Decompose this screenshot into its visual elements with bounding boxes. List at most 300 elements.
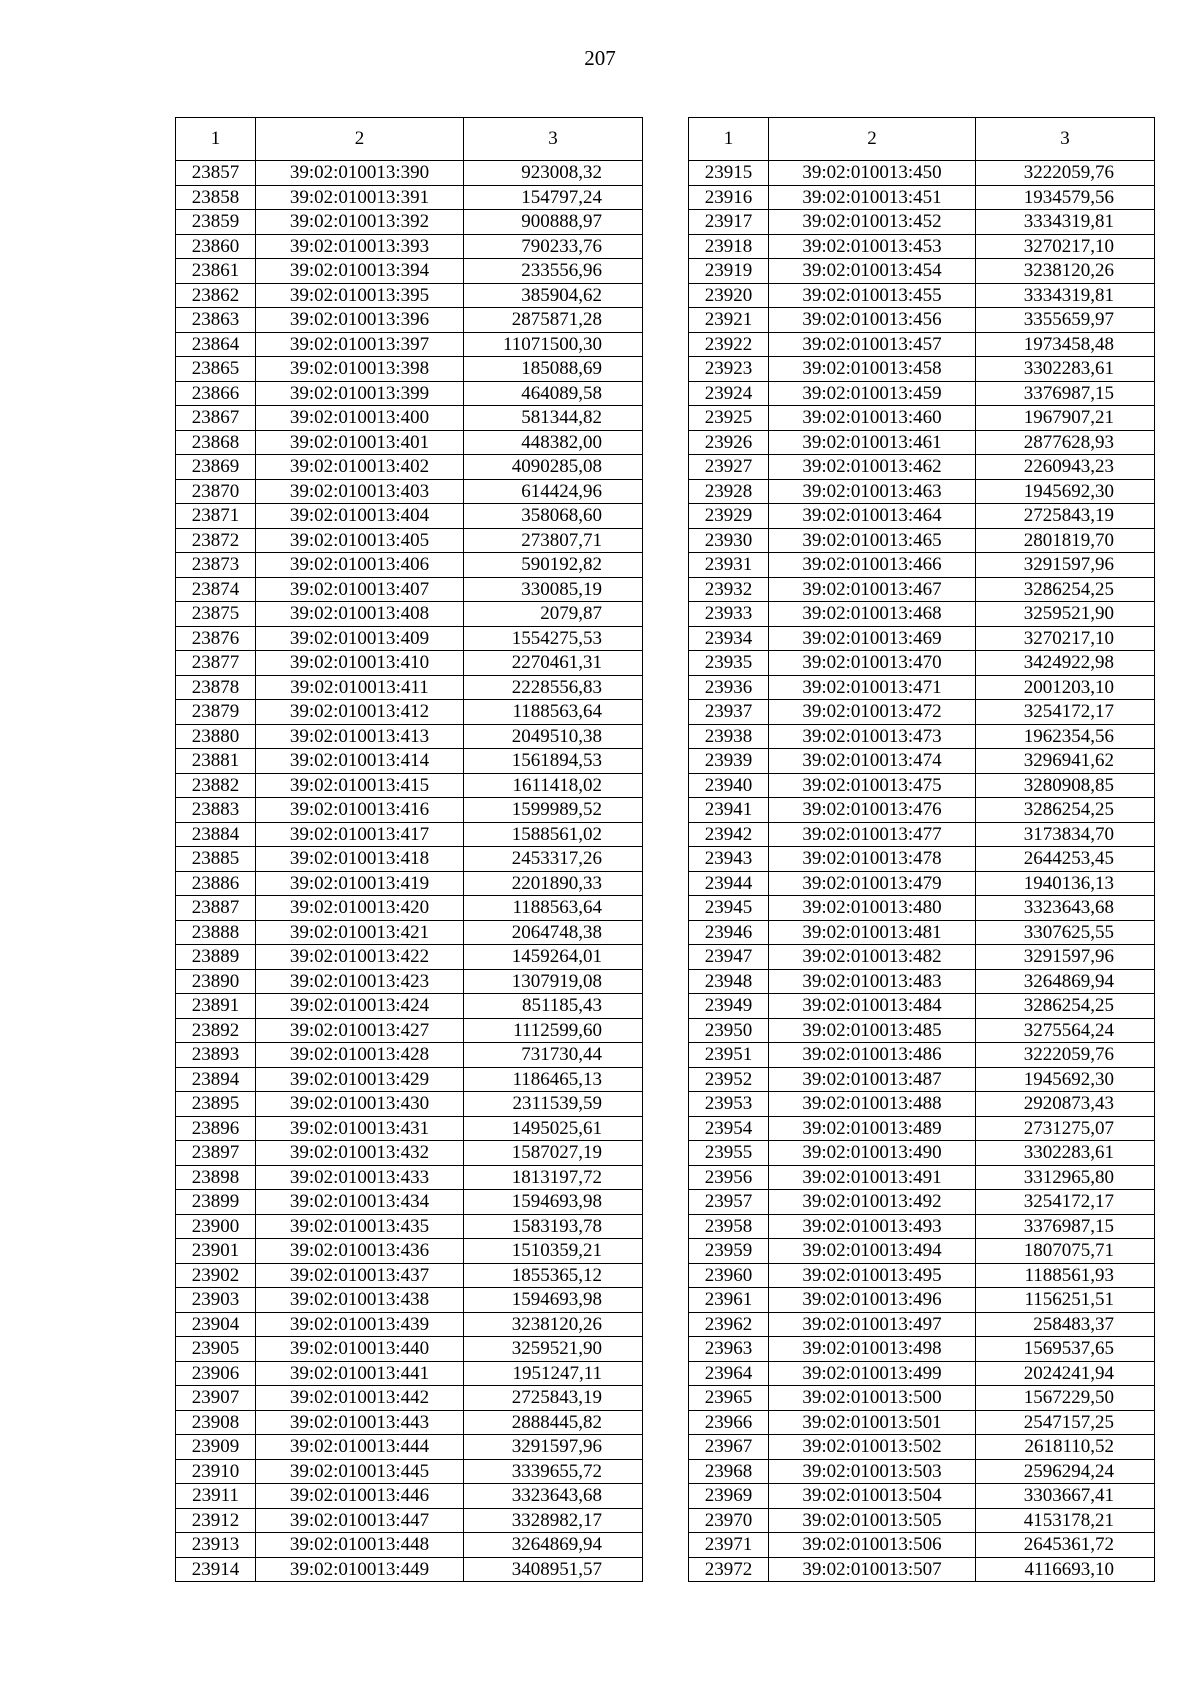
cadastral-number: 39:02:010013:491	[769, 1165, 976, 1190]
cadastral-number: 39:02:010013:475	[769, 773, 976, 798]
cadastral-number: 39:02:010013:438	[256, 1288, 464, 1313]
table-row	[689, 724, 1155, 749]
cadastral-value: 3408951,57	[464, 1557, 643, 1582]
cadastral-value: 273807,71	[464, 528, 643, 553]
table-row	[176, 504, 643, 529]
cadastral-number: 39:02:010013:461	[769, 430, 976, 455]
cadastral-number: 39:02:010013:397	[256, 332, 464, 357]
cadastral-value: 185088,69	[464, 357, 643, 382]
row-number: 23898	[176, 1165, 256, 1190]
table-row	[176, 1092, 643, 1117]
table-row	[176, 332, 643, 357]
cadastral-number: 39:02:010013:454	[769, 259, 976, 284]
row-number: 23957	[689, 1190, 769, 1215]
cadastral-number: 39:02:010013:430	[256, 1092, 464, 1117]
cadastral-value: 330085,19	[464, 577, 643, 602]
table-row	[689, 528, 1155, 553]
row-number: 23917	[689, 210, 769, 235]
table-row	[176, 994, 643, 1019]
table-row	[689, 626, 1155, 651]
cadastral-number: 39:02:010013:443	[256, 1410, 464, 1435]
table-row	[176, 308, 643, 333]
cadastral-number: 39:02:010013:406	[256, 553, 464, 578]
cadastral-value: 233556,96	[464, 259, 643, 284]
table-row	[176, 553, 643, 578]
cadastral-number: 39:02:010013:506	[769, 1533, 976, 1558]
cadastral-number: 39:02:010013:463	[769, 479, 976, 504]
cadastral-number: 39:02:010013:451	[769, 185, 976, 210]
table-row	[176, 675, 643, 700]
row-number: 23894	[176, 1067, 256, 1092]
cadastral-value: 154797,24	[464, 185, 643, 210]
cadastral-value: 2453317,26	[464, 847, 643, 872]
row-number: 23902	[176, 1263, 256, 1288]
table-row	[176, 1312, 643, 1337]
row-number: 23888	[176, 920, 256, 945]
table-row	[176, 1165, 643, 1190]
cadastral-number: 39:02:010013:447	[256, 1508, 464, 1533]
table-row	[176, 1484, 643, 1509]
cadastral-value: 590192,82	[464, 553, 643, 578]
row-number: 23936	[689, 675, 769, 700]
cadastral-value: 1307919,08	[464, 969, 643, 994]
row-number: 23919	[689, 259, 769, 284]
cadastral-number: 39:02:010013:486	[769, 1043, 976, 1068]
cadastral-value: 4153178,21	[976, 1508, 1155, 1533]
table-row	[689, 1141, 1155, 1166]
cadastral-number: 39:02:010013:400	[256, 406, 464, 431]
cadastral-number: 39:02:010013:433	[256, 1165, 464, 1190]
cadastral-number: 39:02:010013:490	[769, 1141, 976, 1166]
table-row	[176, 1214, 643, 1239]
cadastral-value: 3291597,96	[976, 945, 1155, 970]
table-row	[176, 847, 643, 872]
cadastral-value: 923008,32	[464, 161, 643, 186]
cadastral-number: 39:02:010013:495	[769, 1263, 976, 1288]
cadastral-value: 385904,62	[464, 283, 643, 308]
row-number: 23918	[689, 234, 769, 259]
row-number: 23881	[176, 749, 256, 774]
cadastral-number: 39:02:010013:472	[769, 700, 976, 725]
cadastral-value: 1945692,30	[976, 479, 1155, 504]
table-row	[176, 1459, 643, 1484]
cadastral-number: 39:02:010013:504	[769, 1484, 976, 1509]
row-number: 23875	[176, 602, 256, 627]
cadastral-number: 39:02:010013:417	[256, 822, 464, 847]
table-body-left	[176, 161, 643, 1582]
cadastral-number: 39:02:010013:494	[769, 1239, 976, 1264]
cadastral-number: 39:02:010013:421	[256, 920, 464, 945]
table-row	[176, 1288, 643, 1313]
row-number: 23958	[689, 1214, 769, 1239]
row-number: 23961	[689, 1288, 769, 1313]
cadastral-value: 3286254,25	[976, 994, 1155, 1019]
cadastral-number: 39:02:010013:405	[256, 528, 464, 553]
table-row	[689, 1508, 1155, 1533]
cadastral-number: 39:02:010013:482	[769, 945, 976, 970]
cadastral-value: 2228556,83	[464, 675, 643, 700]
table-row	[689, 210, 1155, 235]
table-row	[689, 1239, 1155, 1264]
table-row	[176, 381, 643, 406]
cadastral-value: 2725843,19	[464, 1386, 643, 1411]
cadastral-value: 3270217,10	[976, 626, 1155, 651]
cadastral-value: 3323643,68	[976, 896, 1155, 921]
cadastral-number: 39:02:010013:468	[769, 602, 976, 627]
row-number: 23889	[176, 945, 256, 970]
cadastral-value: 1156251,51	[976, 1288, 1155, 1313]
cadastral-value: 2731275,07	[976, 1116, 1155, 1141]
cadastral-value: 3222059,76	[976, 161, 1155, 186]
column-header-value: 3	[976, 118, 1155, 161]
table-row	[689, 234, 1155, 259]
cadastral-value: 3334319,81	[976, 283, 1155, 308]
cadastral-value: 3291597,96	[464, 1435, 643, 1460]
table-row	[176, 945, 643, 970]
row-number: 23897	[176, 1141, 256, 1166]
table-row	[689, 896, 1155, 921]
table-row	[689, 259, 1155, 284]
table-row	[176, 920, 643, 945]
cadastral-value: 3286254,25	[976, 577, 1155, 602]
cadastral-value: 3323643,68	[464, 1484, 643, 1509]
cadastral-number: 39:02:010013:439	[256, 1312, 464, 1337]
cadastral-number: 39:02:010013:496	[769, 1288, 976, 1313]
table-row	[689, 1459, 1155, 1484]
cadastral-value: 1594693,98	[464, 1288, 643, 1313]
cadastral-number: 39:02:010013:471	[769, 675, 976, 700]
row-number: 23928	[689, 479, 769, 504]
row-number: 23955	[689, 1141, 769, 1166]
cadastral-value: 1188561,93	[976, 1263, 1155, 1288]
cadastral-number: 39:02:010013:418	[256, 847, 464, 872]
row-number: 23944	[689, 871, 769, 896]
table-row	[176, 1263, 643, 1288]
table-row	[689, 1067, 1155, 1092]
table-row	[176, 1410, 643, 1435]
table-row	[176, 1337, 643, 1362]
table-row	[689, 1337, 1155, 1362]
table-row	[176, 724, 643, 749]
cadastral-number: 39:02:010013:479	[769, 871, 976, 896]
table-row	[176, 798, 643, 823]
row-number: 23971	[689, 1533, 769, 1558]
cadastral-value: 4090285,08	[464, 455, 643, 480]
cadastral-value: 1569537,65	[976, 1337, 1155, 1362]
table-row	[176, 1141, 643, 1166]
cadastral-value: 1587027,19	[464, 1141, 643, 1166]
cadastral-number: 39:02:010013:427	[256, 1018, 464, 1043]
cadastral-number: 39:02:010013:458	[769, 357, 976, 382]
cadastral-value: 1186465,13	[464, 1067, 643, 1092]
cadastral-number: 39:02:010013:492	[769, 1190, 976, 1215]
table-row	[689, 1557, 1155, 1582]
cadastral-number: 39:02:010013:453	[769, 234, 976, 259]
cadastral-value: 11071500,30	[464, 332, 643, 357]
row-number: 23871	[176, 504, 256, 529]
table-header-row	[176, 118, 643, 161]
row-number: 23906	[176, 1361, 256, 1386]
table-row	[689, 994, 1155, 1019]
cadastral-value: 1599989,52	[464, 798, 643, 823]
cadastral-number: 39:02:010013:429	[256, 1067, 464, 1092]
column-header-number: 1	[689, 118, 769, 161]
cadastral-value: 1583193,78	[464, 1214, 643, 1239]
cadastral-number: 39:02:010013:483	[769, 969, 976, 994]
table-row	[689, 1288, 1155, 1313]
cadastral-number: 39:02:010013:474	[769, 749, 976, 774]
table-row	[176, 651, 643, 676]
cadastral-number: 39:02:010013:445	[256, 1459, 464, 1484]
row-number: 23940	[689, 773, 769, 798]
cadastral-value: 1945692,30	[976, 1067, 1155, 1092]
cadastral-number: 39:02:010013:431	[256, 1116, 464, 1141]
cadastral-value: 3280908,85	[976, 773, 1155, 798]
cadastral-number: 39:02:010013:409	[256, 626, 464, 651]
cadastral-number: 39:02:010013:462	[769, 455, 976, 480]
cadastral-number: 39:02:010013:473	[769, 724, 976, 749]
row-number: 23864	[176, 332, 256, 357]
row-number: 23947	[689, 945, 769, 970]
table-row	[176, 1067, 643, 1092]
table-row	[689, 577, 1155, 602]
cadastral-number: 39:02:010013:452	[769, 210, 976, 235]
row-number: 23892	[176, 1018, 256, 1043]
cadastral-value: 1188563,64	[464, 896, 643, 921]
cadastral-value: 3307625,55	[976, 920, 1155, 945]
cadastral-value: 2875871,28	[464, 308, 643, 333]
table-row	[176, 406, 643, 431]
row-number: 23901	[176, 1239, 256, 1264]
row-number: 23965	[689, 1386, 769, 1411]
table-row	[689, 847, 1155, 872]
row-number: 23899	[176, 1190, 256, 1215]
row-number: 23896	[176, 1116, 256, 1141]
table-row	[176, 185, 643, 210]
cadastral-table-right	[688, 117, 1155, 1582]
cadastral-number: 39:02:010013:414	[256, 749, 464, 774]
row-number: 23904	[176, 1312, 256, 1337]
cadastral-value: 2888445,82	[464, 1410, 643, 1435]
row-number: 23972	[689, 1557, 769, 1582]
row-number: 23869	[176, 455, 256, 480]
cadastral-number: 39:02:010013:464	[769, 504, 976, 529]
row-number: 23863	[176, 308, 256, 333]
cadastral-number: 39:02:010013:399	[256, 381, 464, 406]
cadastral-number: 39:02:010013:408	[256, 602, 464, 627]
table-row	[689, 602, 1155, 627]
row-number: 23933	[689, 602, 769, 627]
row-number: 23938	[689, 724, 769, 749]
table-body-right	[689, 161, 1155, 1582]
cadastral-value: 1813197,72	[464, 1165, 643, 1190]
row-number: 23924	[689, 381, 769, 406]
cadastral-value: 3355659,97	[976, 308, 1155, 333]
table-row	[176, 1508, 643, 1533]
cadastral-number: 39:02:010013:493	[769, 1214, 976, 1239]
row-number: 23943	[689, 847, 769, 872]
cadastral-value: 1561894,53	[464, 749, 643, 774]
cadastral-value: 2618110,52	[976, 1435, 1155, 1460]
cadastral-value: 3259521,90	[976, 602, 1155, 627]
cadastral-value: 731730,44	[464, 1043, 643, 1068]
cadastral-value: 3424922,98	[976, 651, 1155, 676]
cadastral-number: 39:02:010013:390	[256, 161, 464, 186]
cadastral-number: 39:02:010013:435	[256, 1214, 464, 1239]
table-row	[176, 773, 643, 798]
cadastral-number: 39:02:010013:413	[256, 724, 464, 749]
cadastral-value: 614424,96	[464, 479, 643, 504]
table-row	[176, 749, 643, 774]
cadastral-value: 1951247,11	[464, 1361, 643, 1386]
row-number: 23882	[176, 773, 256, 798]
cadastral-value: 3312965,80	[976, 1165, 1155, 1190]
cadastral-number: 39:02:010013:415	[256, 773, 464, 798]
cadastral-number: 39:02:010013:428	[256, 1043, 464, 1068]
cadastral-value: 1934579,56	[976, 185, 1155, 210]
cadastral-value: 2201890,33	[464, 871, 643, 896]
cadastral-value: 2725843,19	[976, 504, 1155, 529]
cadastral-number: 39:02:010013:449	[256, 1557, 464, 1582]
cadastral-number: 39:02:010013:403	[256, 479, 464, 504]
table-row	[689, 479, 1155, 504]
table-row	[689, 161, 1155, 186]
cadastral-number: 39:02:010013:393	[256, 234, 464, 259]
table-row	[689, 969, 1155, 994]
cadastral-value: 3302283,61	[976, 357, 1155, 382]
row-number: 23908	[176, 1410, 256, 1435]
row-number: 23960	[689, 1263, 769, 1288]
table-row	[176, 626, 643, 651]
row-number: 23884	[176, 822, 256, 847]
cadastral-number: 39:02:010013:455	[769, 283, 976, 308]
cadastral-number: 39:02:010013:404	[256, 504, 464, 529]
row-number: 23925	[689, 406, 769, 431]
table-row	[689, 504, 1155, 529]
cadastral-value: 1567229,50	[976, 1386, 1155, 1411]
cadastral-value: 1510359,21	[464, 1239, 643, 1264]
cadastral-value: 1188563,64	[464, 700, 643, 725]
row-number: 23945	[689, 896, 769, 921]
cadastral-value: 3376987,15	[976, 381, 1155, 406]
row-number: 23861	[176, 259, 256, 284]
table-row	[689, 920, 1155, 945]
table-row	[176, 871, 643, 896]
table-row	[689, 357, 1155, 382]
cadastral-number: 39:02:010013:457	[769, 332, 976, 357]
table-row	[689, 381, 1155, 406]
table-row	[689, 871, 1155, 896]
cadastral-value: 1855365,12	[464, 1263, 643, 1288]
column-header-cadastral-number: 2	[256, 118, 464, 161]
cadastral-value: 4116693,10	[976, 1557, 1155, 1582]
cadastral-number: 39:02:010013:411	[256, 675, 464, 700]
row-number: 23929	[689, 504, 769, 529]
cadastral-value: 1940136,13	[976, 871, 1155, 896]
table-row	[176, 161, 643, 186]
cadastral-number: 39:02:010013:448	[256, 1533, 464, 1558]
cadastral-value: 581344,82	[464, 406, 643, 431]
cadastral-number: 39:02:010013:488	[769, 1092, 976, 1117]
table-row	[176, 210, 643, 235]
row-number: 23874	[176, 577, 256, 602]
cadastral-number: 39:02:010013:465	[769, 528, 976, 553]
row-number: 23907	[176, 1386, 256, 1411]
cadastral-value: 3275564,24	[976, 1018, 1155, 1043]
table-row	[689, 185, 1155, 210]
cadastral-value: 2049510,38	[464, 724, 643, 749]
row-number: 23870	[176, 479, 256, 504]
table-row	[689, 651, 1155, 676]
table-row	[176, 455, 643, 480]
cadastral-value: 1611418,02	[464, 773, 643, 798]
row-number: 23923	[689, 357, 769, 382]
cadastral-value: 464089,58	[464, 381, 643, 406]
row-number: 23857	[176, 161, 256, 186]
cadastral-number: 39:02:010013:450	[769, 161, 976, 186]
table-row	[689, 1410, 1155, 1435]
row-number: 23859	[176, 210, 256, 235]
cadastral-value: 900888,97	[464, 210, 643, 235]
cadastral-value: 448382,00	[464, 430, 643, 455]
cadastral-number: 39:02:010013:497	[769, 1312, 976, 1337]
table-row	[176, 1239, 643, 1264]
cadastral-number: 39:02:010013:391	[256, 185, 464, 210]
cadastral-number: 39:02:010013:396	[256, 308, 464, 333]
cadastral-value: 258483,37	[976, 1312, 1155, 1337]
cadastral-number: 39:02:010013:501	[769, 1410, 976, 1435]
table-row	[176, 1361, 643, 1386]
cadastral-value: 3270217,10	[976, 234, 1155, 259]
cadastral-value: 851185,43	[464, 994, 643, 1019]
row-number: 23890	[176, 969, 256, 994]
row-number: 23879	[176, 700, 256, 725]
cadastral-value: 1807075,71	[976, 1239, 1155, 1264]
table-row	[176, 1533, 643, 1558]
row-number: 23927	[689, 455, 769, 480]
cadastral-number: 39:02:010013:423	[256, 969, 464, 994]
table-row	[689, 1116, 1155, 1141]
row-number: 23951	[689, 1043, 769, 1068]
table-row	[176, 577, 643, 602]
cadastral-value: 2079,87	[464, 602, 643, 627]
cadastral-value: 3264869,94	[976, 969, 1155, 994]
cadastral-value: 3238120,26	[976, 259, 1155, 284]
column-header-value: 3	[464, 118, 643, 161]
table-row	[689, 675, 1155, 700]
cadastral-number: 39:02:010013:467	[769, 577, 976, 602]
cadastral-number: 39:02:010013:503	[769, 1459, 976, 1484]
cadastral-number: 39:02:010013:481	[769, 920, 976, 945]
cadastral-number: 39:02:010013:507	[769, 1557, 976, 1582]
row-number: 23916	[689, 185, 769, 210]
row-number: 23932	[689, 577, 769, 602]
row-number: 23877	[176, 651, 256, 676]
cadastral-value: 3173834,70	[976, 822, 1155, 847]
table-row	[176, 1386, 643, 1411]
cadastral-number: 39:02:010013:470	[769, 651, 976, 676]
cadastral-number: 39:02:010013:392	[256, 210, 464, 235]
row-number: 23968	[689, 1459, 769, 1484]
table-row	[176, 1190, 643, 1215]
table-row	[689, 1092, 1155, 1117]
row-number: 23934	[689, 626, 769, 651]
table-row	[689, 798, 1155, 823]
table-row	[176, 1435, 643, 1460]
cadastral-value: 2064748,38	[464, 920, 643, 945]
table-row	[689, 406, 1155, 431]
cadastral-number: 39:02:010013:505	[769, 1508, 976, 1533]
